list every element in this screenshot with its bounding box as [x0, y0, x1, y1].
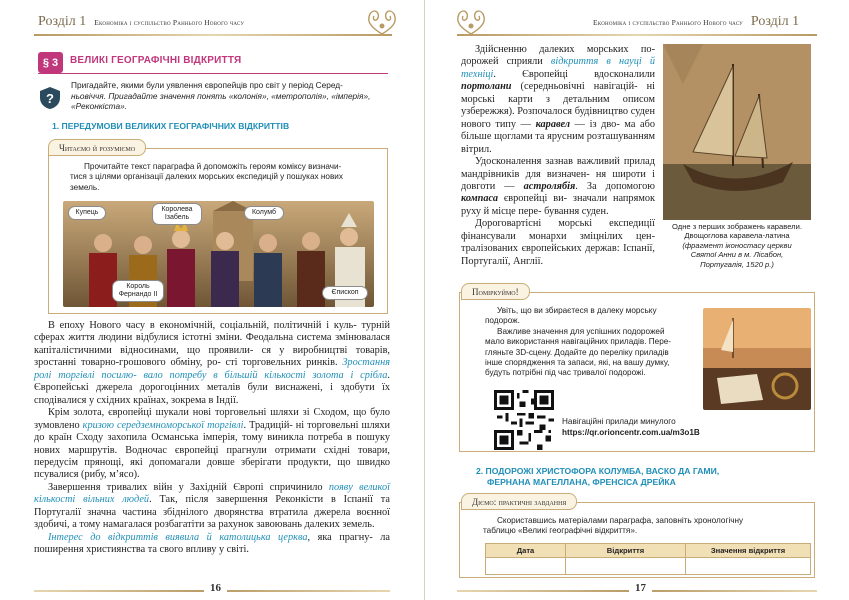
callout-columbus: Колумб: [244, 206, 284, 220]
column-header-discovery: Відкриття: [566, 544, 686, 558]
header-rule: [34, 34, 392, 36]
callout-queen: Королева Ізабель: [152, 203, 202, 225]
qr-link[interactable]: https://qr.orioncentr.com.ua/m3o1B: [562, 428, 700, 437]
page-number-right: 17: [629, 582, 652, 594]
practice-label: Діємо: практичні завдання: [461, 493, 577, 510]
ornament-flourish-icon: [451, 6, 491, 36]
callout-merchant: Купець: [68, 206, 106, 220]
qr-caption: Навігаційні прилади минулого: [562, 417, 676, 426]
subheading-voyages: 2. ПОДОРОЖІ ХРИСТОФОРА КОЛУМБА, ВАСКО ДА ГАМИ, ФЕРНАНА МАГЕЛЛАНА, ФРЕНСІСА ДРЕЙКА: [476, 466, 720, 487]
navigation-instruments-photo: [703, 308, 811, 410]
table-cell[interactable]: [686, 558, 811, 575]
subheading-prerequisites: 1. ПЕРЕДУМОВИ ВЕЛИКИХ ГЕОГРАФІЧНИХ ВІДКРИТТІВ: [52, 121, 290, 131]
read-understand-text: Прочитайте текст параграфа й допоможіть героям комiксу визначи- тися з цілями організації далеких морських експедицій у пошуках нових земель.: [70, 162, 343, 192]
body-paragraph: Удосконалення зазнав важливий прилад мандрівників для визначен- ня широти і довготи — астролябія. За допомогою компаса європейці ви- значали напрямок руху й місце пере- бування суден.: [461, 156, 655, 217]
qr-code-icon[interactable]: [494, 390, 554, 450]
body-paragraph: Інтерес до відкриттів виявила й католицька церква, яка прагну- ла поширення християнства та свого впливу у світі.: [34, 531, 391, 556]
running-head-topic: Економіка і суспільство Раннього Нового часу: [593, 18, 743, 27]
table-header-row: [486, 544, 811, 558]
body-paragraph: В епоху Нового часу в економічній, соціальній, політичній і куль- турній сферах життя людини відбулися істотні зміни. Феодальна система змінювалася капіталістичними відносинами, що проявили- ся у виробництві товарів, зростанні товарно-грошового обміну, ро- сті торговельних ринків. Зростання ролі торгівлі посилю- вало потребу в більшій кількості золота і срібла. Європейські джерела дорогоцінних металів були виснажені, і здобути їх сподівалися у східних країнах, зокрема в Індії.: [34, 320, 391, 406]
body-text-right: [461, 44, 655, 268]
recall-question: Пригадайте, якими були уявлення європейців про світ у період Серед- ньовіччя. Пригадайте значення понять «колонія», «метрополія», «імперія», «Реконкіста».: [71, 80, 371, 111]
paragraph-number-badge: § 3: [38, 52, 63, 73]
running-head-right: [593, 14, 799, 34]
table-cell[interactable]: [566, 558, 686, 575]
page-right: [425, 0, 849, 600]
running-head-section: Розділ 1: [38, 14, 87, 29]
column-header-date: Дата: [486, 544, 566, 558]
header-rule: [457, 34, 817, 36]
painting-caption: Одне з перших зображень каравели. Двощоглова каравела-латина (фрагмент іконостасу церкви Святої Анни в м. Лісабон, Португалія, 1520 р.): [672, 222, 802, 269]
practice-text: Скориставшись матеріалами параграфа, заповніть хронологічну таблицю «Великі географічні відкриття».: [483, 516, 744, 536]
callout-king: Король Фернандо II: [112, 280, 164, 302]
running-head-section: Розділ 1: [750, 14, 800, 29]
chronology-table: [485, 543, 811, 575]
svg-text:?: ?: [46, 91, 54, 106]
caravel-painting: [663, 44, 811, 220]
imagine-label: Поміркуймо!: [461, 283, 530, 300]
imagine-text: Увіть, що ви збираєтеся в далеку морську подорож. Важливе значення для успішних подорожей мало використання навігаційних приладів. Пере- гляньте 3D-сцену. Додайте до переліку приладів інше спорядження та запаси, які, на вашу думку, будуть потрібні під час тривалої подорожі.: [485, 306, 672, 378]
running-head-left: [38, 14, 244, 34]
paragraph-title: ВЕЛИКІ ГЕОГРАФІЧНІ ВІДКРИТТЯ: [70, 55, 242, 66]
body-paragraph: Крім золота, європейці шукали нові торговельні шляхи зі Сходом, що було зумовлено кризою середземноморської торгівлі. Традицій- ні торговельні шляхи до країн Сходу захопила Османська імперія, тому виникла потреба в пошуку нових маршрутів. Водночас європейці прагнули отримати східні товари, передусім прянощі, які допомагали довше зберігати продукти, що швидко псувалися (рибу, м’ясо).: [34, 407, 391, 481]
page-number-left: 16: [204, 582, 227, 594]
callout-bishop: Єпископ: [322, 286, 368, 300]
table-row: [486, 558, 811, 575]
page-left: [0, 0, 424, 600]
paragraph-title-rule: [38, 73, 388, 74]
body-paragraph: Дороговартісні морські експедиції фінансували монархи зміцнілих цен- тралізованих європейських держав: Іспанії, Португалії, Англії.: [461, 218, 655, 267]
read-understand-label: Читаємо й розуміємо: [48, 139, 146, 156]
table-cell[interactable]: [486, 558, 566, 575]
ornament-flourish-icon: [362, 6, 402, 36]
running-head-topic: Економіка і суспільство Раннього Нового часу: [94, 18, 245, 27]
column-header-significance: Значення відкриття: [686, 544, 811, 558]
body-paragraph: Здійсненню далеких морських по- дорожей сприяли відкриття в науці й техніці. Європейці вдосконалили портолани (середньовічні навігацій- ні морські карти з детальним описом узбережжя). Розпочалося будівництво суден нового типу — каравел — із дво- ма або більше щоглами та ярусним розташуванням вітрил.: [461, 44, 655, 155]
question-shield-icon: [38, 86, 62, 110]
body-text-left: [34, 320, 390, 557]
body-paragraph: Завершення тривалих війн у Західній Європі спричинило появу великої кількості вільних людей. Так, після завершення Реконкісти в Іспанії та Португалії значна частина збіднілого дворянства втратила джерела воєнної здобичі, а тому намагалася розбагатіти за рахунок завоювань далеких земель.: [34, 481, 390, 531]
